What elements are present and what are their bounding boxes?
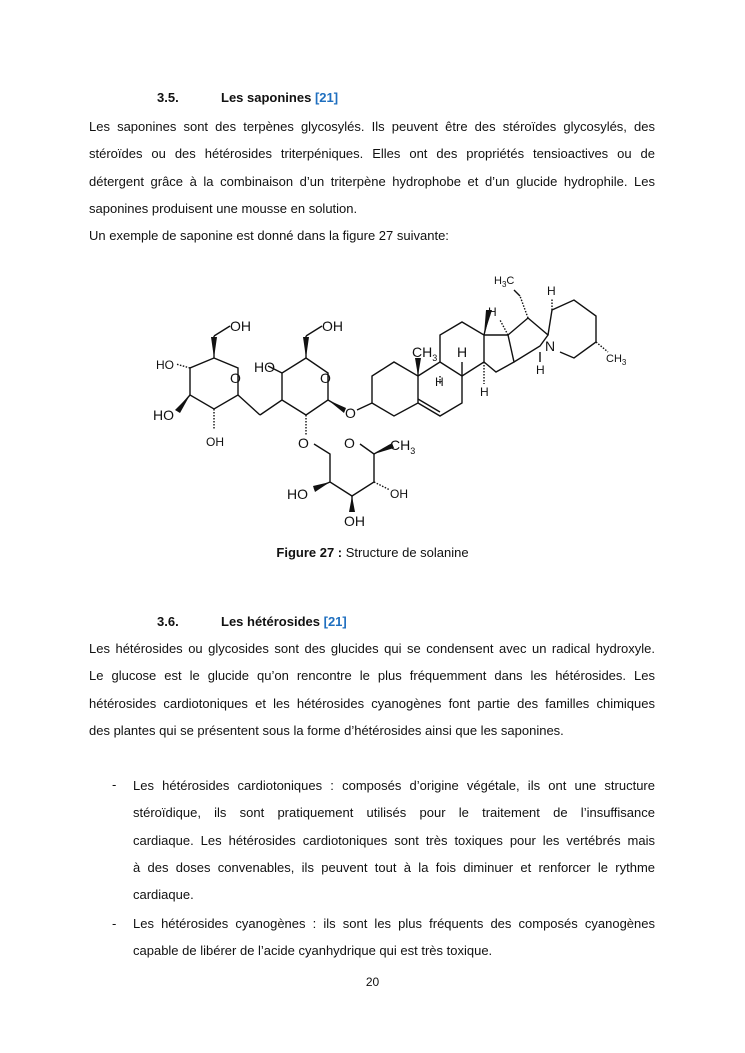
bullet-line: capable de libérer de l’acide cyanhydrique qui est très toxique. — [133, 943, 493, 959]
atom-label: H — [480, 385, 489, 399]
bullet-line: cardiaque. — [133, 887, 194, 903]
paragraph-line: Les hétérosides ou glycosides sont des glucides qui se condensent avec un radical hydroxyle. — [89, 641, 655, 656]
figure-caption — [0, 545, 745, 560]
atom-label: O — [230, 370, 241, 386]
section-heading-3-5 — [157, 90, 338, 105]
bullet-line: Les hétérosides cyanogènes : ils sont les plus fréquents des composés cyanogènes — [133, 916, 655, 931]
atom-label: H — [457, 344, 468, 360]
atom-label: N — [545, 338, 556, 354]
atom-label: OH — [390, 487, 408, 501]
atom-label: HO — [153, 407, 174, 423]
solanine-structure-figure — [0, 260, 745, 540]
bullet-item-cyanogenes — [133, 910, 655, 965]
atom-label: O — [345, 405, 356, 421]
paragraph-line: Les saponines sont des terpènes glycosylés. Ils peuvent être des stéroïdes glycosylés, des — [89, 119, 655, 134]
atom-label: O — [344, 435, 355, 451]
section-heading-3-6 — [157, 614, 347, 629]
paragraph-line: Un exemple de saponine est donné dans la figure 27 suivante: — [89, 228, 449, 244]
atom-label: HO — [156, 358, 174, 372]
bullet-marker: - — [112, 777, 117, 792]
atom-label: OH — [206, 435, 224, 449]
atom-label: O — [298, 435, 309, 451]
bullet-line: à des doses convenables, ils peuvent tout à la fois diminuer et renforcer le rythme — [133, 859, 655, 875]
atom-label: H — [536, 363, 545, 377]
paragraph-line: stéroïdes ou des hétérosides triterpéniques. Elles ont des propriétés tensioactives ou de — [89, 146, 655, 162]
page-number: 20 — [365, 975, 380, 989]
atom-label: OH — [344, 513, 365, 529]
citation-link[interactable]: [21] — [314, 90, 339, 105]
paragraph-line: Le glucose est le glucide qu’on rencontre le plus fréquemment dans les hétérosides. Les — [89, 668, 655, 684]
paragraph-line: hétérosides cardiotoniques et les hétérosides cyanogènes font partie des familles chimiques — [89, 695, 655, 711]
atom-label: $CH_3$ — [412, 344, 438, 363]
paragraph-line: saponines produisent une mousse en solution. — [89, 200, 358, 216]
bullet-line: stéroïdique, ils sont pratiquement utilisés pour le traitement de l’insuffisance — [133, 805, 655, 821]
paragraph-line: des plantes qui se présentent sous la forme d’hétérosides ainsi que les saponines. — [89, 722, 564, 738]
paragraph-heterosides — [89, 635, 655, 744]
atom-label: HO — [287, 486, 308, 502]
bullet-marker: - — [112, 916, 117, 931]
atom-label: $CH_3$ — [606, 353, 627, 367]
bullet-line: Les hétérosides cardiotoniques : composés d’origine végétale, ils ont une structure — [133, 778, 655, 793]
paragraph-line: détergent grâce à la combinaison d’un triterpène hydrophobe et d’un glucide hydrophile. Les — [89, 173, 655, 189]
bullet-item-cardiotoniques — [133, 772, 655, 908]
atom-label: O — [320, 370, 331, 386]
section-number: 3.5. — [157, 90, 179, 105]
section-title: Les hétérosides — [221, 614, 320, 629]
atom-label: OH — [230, 318, 251, 334]
atom-label: H — [488, 305, 497, 319]
atom-label: H — [435, 375, 444, 389]
atom-label: H — [547, 284, 556, 298]
section-title: Les saponines — [221, 90, 312, 105]
atom-label: OH — [322, 318, 343, 334]
citation-link[interactable]: [21] — [323, 614, 347, 629]
atom-label: $H_3C$ — [494, 275, 515, 289]
section-number: 3.6. — [157, 614, 179, 629]
atom-label: HO — [254, 359, 275, 375]
bullet-line: cardiaque. Les hétérosides cardiotoniques sont très toxiques pour les vertébrés mais — [133, 832, 655, 848]
figure-label: Figure 27 : — [276, 545, 343, 560]
paragraph-saponines — [89, 113, 655, 249]
figure-caption-text: Structure de solanine — [342, 545, 469, 560]
atom-label: $CH_3$ — [390, 437, 416, 456]
